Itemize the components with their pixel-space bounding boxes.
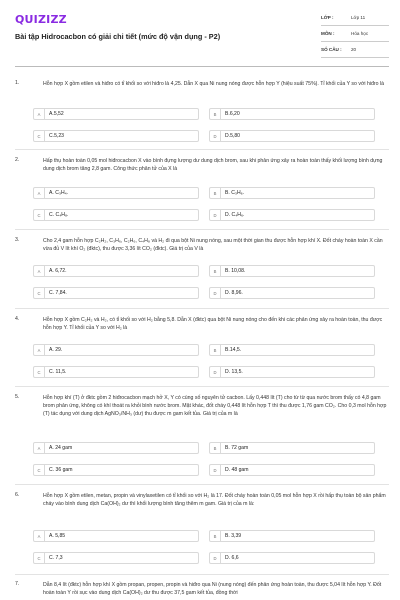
option-letter: D bbox=[210, 288, 221, 298]
option-d[interactable] bbox=[209, 209, 375, 221]
option-letter: B bbox=[210, 531, 221, 541]
option-letter: D bbox=[210, 367, 221, 377]
question-5 bbox=[15, 394, 390, 490]
option-value: D. 8,96. bbox=[225, 290, 243, 296]
question-3 bbox=[15, 237, 390, 317]
option-letter: D bbox=[210, 131, 221, 141]
question-text: Dẫn 8,4 lít (đktc) hỗn hợp khí X gồm propan, propen, propin và hiđro qua Ni (nung nóng) đến phản ứng hoàn toàn, thu được 5,04 lít hỗn hợp Y. Đốt hoàn toàn Y rồi sục vào dung dịch Ca(OH)₂ dư thu được 37,5 gam kết tủa, đồng thời bbox=[43, 582, 382, 596]
option-d[interactable] bbox=[209, 552, 375, 564]
question-6 bbox=[15, 492, 390, 576]
question-number: 3. bbox=[15, 237, 20, 243]
option-letter: D bbox=[210, 553, 221, 563]
option-value: A. 5,85 bbox=[49, 533, 66, 539]
option-d[interactable] bbox=[209, 130, 375, 142]
question-text: Hỗn hợp X gồm C₂H₂ và H₂, có tỉ khối so với H₂ bằng 5,8. Dẫn X (đktc) qua bột Ni nung nóng cho đến khi các phản ứng xảy ra hoàn toàn, thu được hỗn hợp Y. Tỉ khối của Y so với H₂ là bbox=[43, 317, 383, 331]
option-d[interactable] bbox=[209, 287, 375, 299]
option-d[interactable] bbox=[209, 366, 375, 378]
question-text: Hấp thụ hoàn toàn 0,05 mol hiđrocacbon X vào bình đựng lượng dư dung dịch brom, sau khi phản ứng xảy ra hoàn toàn thấy khối lượng bình dựng dung dịch brom tăng 2,8 gam. Công thức phân tử của X là bbox=[43, 158, 383, 172]
option-value: D. 13,5. bbox=[225, 369, 243, 375]
question-divider bbox=[15, 386, 389, 387]
option-letter: A bbox=[34, 345, 45, 355]
option-letter: B bbox=[210, 345, 221, 355]
meta-row-subject bbox=[321, 28, 389, 42]
question-divider bbox=[15, 149, 389, 150]
question-text: Hỗn hợp X gồm etilen và hiđro có tỉ khối so với hiđro là 4,25. Dẫn X qua Ni nung nóng được hỗn hợp Y (hiệu suất 75%). Tỉ khối của Y so với hiđro là bbox=[43, 81, 384, 87]
question-number: 4. bbox=[15, 316, 20, 322]
option-value: C. 36 gam bbox=[49, 467, 73, 473]
question-divider bbox=[15, 484, 389, 485]
option-a[interactable] bbox=[33, 187, 199, 199]
option-c[interactable] bbox=[33, 287, 199, 299]
option-a[interactable] bbox=[33, 108, 199, 120]
option-letter: C bbox=[34, 465, 45, 475]
option-value: A. 29. bbox=[49, 347, 63, 353]
option-letter: C bbox=[34, 367, 45, 377]
option-value: B. 72 gam bbox=[225, 445, 249, 451]
meta-value: 20 bbox=[351, 47, 357, 52]
option-letter: B bbox=[210, 188, 221, 198]
question-number: 7. bbox=[15, 581, 20, 587]
question-number: 1. bbox=[15, 80, 20, 86]
question-7 bbox=[15, 581, 390, 600]
option-a[interactable] bbox=[33, 530, 199, 542]
option-letter: A bbox=[34, 443, 45, 453]
option-value: A. C₃H₄. bbox=[49, 190, 69, 196]
option-value: C. 11,5. bbox=[49, 369, 67, 375]
meta-value: Hóa học bbox=[351, 31, 369, 36]
question-1 bbox=[15, 80, 390, 150]
question-number: 6. bbox=[15, 492, 20, 498]
option-value: D. 6,6 bbox=[225, 555, 239, 561]
option-value: D.5,80 bbox=[225, 133, 241, 139]
meta-key: MÔN : bbox=[321, 31, 335, 36]
meta-value: Lớp 11 bbox=[351, 15, 366, 20]
question-divider bbox=[15, 574, 389, 575]
option-letter: C bbox=[34, 288, 45, 298]
option-letter: A bbox=[34, 188, 45, 198]
option-value: B. 3,39 bbox=[225, 533, 242, 539]
option-letter: A bbox=[34, 266, 45, 276]
option-value: D. 48 gam bbox=[225, 467, 249, 473]
option-c[interactable] bbox=[33, 366, 199, 378]
question-text: Cho 2,4 gam hỗn hợp C₂H₂, C₃H₆, C₂H₆, C₄H₈ và H₂ đi qua bột Ni nung nóng, sau một thời gian thu được hỗn hợp khí X. Đốt cháy hoàn toàn X cần vừa đủ V lít khí O₂ (đktc), thu được 3,36 lít CO₂ (đktc). Giá trị của V là bbox=[43, 238, 383, 252]
option-b[interactable] bbox=[209, 265, 375, 277]
option-letter: A bbox=[34, 531, 45, 541]
option-letter: D bbox=[210, 465, 221, 475]
option-c[interactable] bbox=[33, 464, 199, 476]
option-b[interactable] bbox=[209, 344, 375, 356]
option-value: A.5,52 bbox=[49, 111, 64, 117]
question-2 bbox=[15, 157, 390, 237]
option-letter: C bbox=[34, 553, 45, 563]
option-value: D. C₄H₆. bbox=[225, 212, 245, 218]
option-value: C. 7,84. bbox=[49, 290, 67, 296]
option-value: A. 24 gam bbox=[49, 445, 73, 451]
option-value: A. 6,72. bbox=[49, 268, 67, 274]
option-value: B.14,5. bbox=[225, 347, 242, 353]
header-divider bbox=[15, 66, 389, 67]
option-d[interactable] bbox=[209, 464, 375, 476]
option-letter: B bbox=[210, 109, 221, 119]
option-a[interactable] bbox=[33, 442, 199, 454]
page-title: Bài tập Hidrocacbon có giải chi tiết (mức độ vận dụng - P2) bbox=[15, 32, 221, 41]
question-number: 2. bbox=[15, 157, 20, 163]
option-b[interactable] bbox=[209, 530, 375, 542]
question-text: Hỗn hợp khí (T) ở đktc gồm 2 hiđrocacbon mạch hở X, Y có cùng số nguyên tử cacbon. Lấy 0,448 lít (T) cho từ từ qua nước brom thấy có 4,8 gam brom phản ứng, không có khí thoát ra khỏi bình nước brom. Mặt khác, đốt cháy 0,448 lít hỗn hợp T thì thu được 1,76 gam CO₂. Cho 0,3 mol hỗn hợp (T) tác dụng với dung dịch AgNO₃/NH₃ (dư) thu được m gam kết tủa. Giá trị của m là bbox=[43, 395, 387, 417]
option-a[interactable] bbox=[33, 265, 199, 277]
meta-row-count bbox=[321, 44, 389, 58]
option-c[interactable] bbox=[33, 209, 199, 221]
option-c[interactable] bbox=[33, 552, 199, 564]
question-divider bbox=[15, 308, 389, 309]
question-divider bbox=[15, 229, 389, 230]
meta-row-grade bbox=[321, 12, 389, 26]
question-4 bbox=[15, 316, 390, 391]
option-letter: C bbox=[34, 210, 45, 220]
option-c[interactable] bbox=[33, 130, 199, 142]
option-b[interactable] bbox=[209, 187, 375, 199]
meta-key: SỐ CÂU : bbox=[321, 47, 342, 52]
option-a[interactable] bbox=[33, 344, 199, 356]
meta-key: LỚP : bbox=[321, 15, 334, 20]
option-b[interactable] bbox=[209, 442, 375, 454]
option-value: C. 7,3 bbox=[49, 555, 63, 561]
option-value: C.5,23 bbox=[49, 133, 65, 139]
header bbox=[0, 0, 400, 62]
option-value: B. 10,08. bbox=[225, 268, 246, 274]
quizizz-logo: QUIZIZZ bbox=[15, 13, 67, 26]
option-value: B.6,20 bbox=[225, 111, 240, 117]
option-value: B. C₃H₆. bbox=[225, 190, 245, 196]
option-value: C. C₄H₈. bbox=[49, 212, 69, 218]
option-letter: D bbox=[210, 210, 221, 220]
option-letter: C bbox=[34, 131, 45, 141]
meta-table bbox=[321, 12, 389, 60]
question-text: Hỗn hợp X gồm etilen, metan, propin và vinylaxetilen có tỉ khối so với H₂ là 17. Đốt cháy hoàn toàn 0,05 mol hỗn hợp X rồi hấp thụ toàn bộ sản phẩm cháy vào bình dung dịch Ca(OH)₂ dư thì khối lượng bình tăng thêm m gam. Giá trị của m là: bbox=[43, 493, 386, 507]
option-b[interactable] bbox=[209, 108, 375, 120]
option-letter: B bbox=[210, 443, 221, 453]
option-letter: A bbox=[34, 109, 45, 119]
option-letter: B bbox=[210, 266, 221, 276]
question-number: 5. bbox=[15, 394, 20, 400]
